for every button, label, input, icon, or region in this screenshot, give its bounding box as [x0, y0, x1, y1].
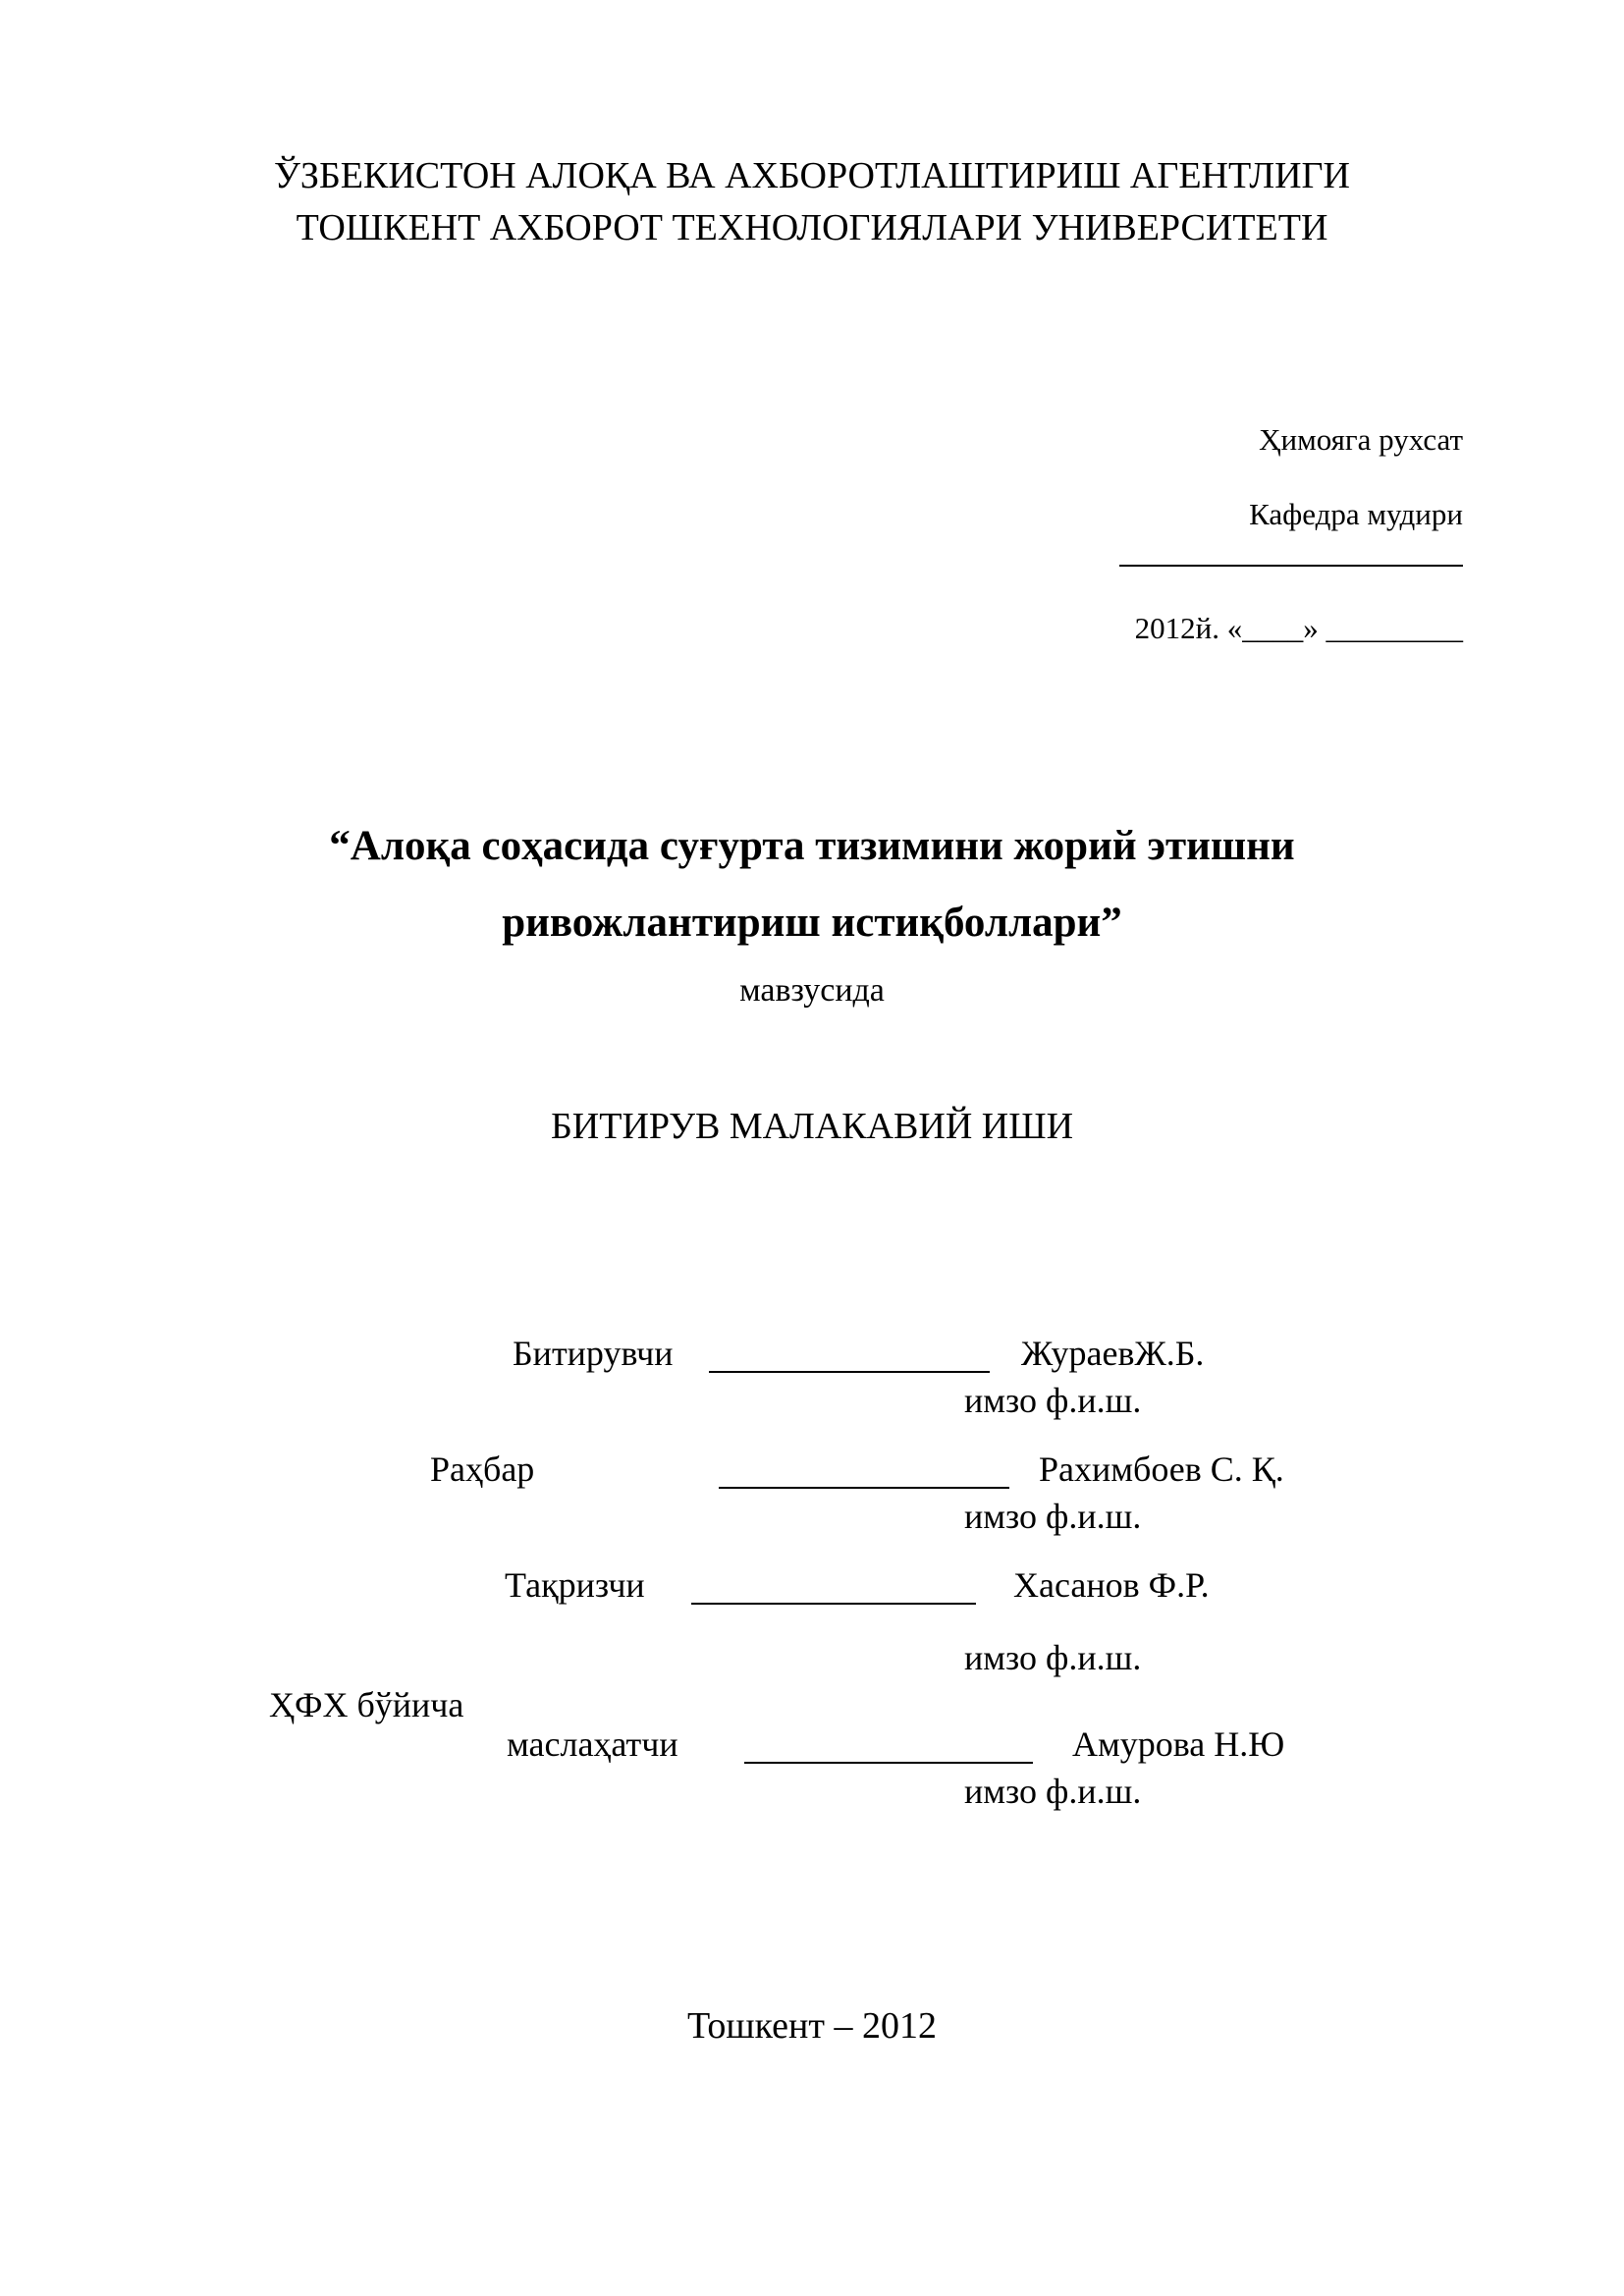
university-name: ТОШКЕНТ АХБОРОТ ТЕХНОЛОГИЯЛАРИ УНИВЕРСИТЕТИ [296, 207, 1328, 248]
graduate-name: ЖураевЖ.Б. [1021, 1334, 1205, 1373]
supervisor-role: Раҳбар [430, 1449, 535, 1489]
consultant-role-line1: ҲФХ бўйича [269, 1685, 464, 1724]
defense-permission: Ҳимояга рухсат [1259, 422, 1463, 457]
work-type: БИТИРУВ МАЛАКАВИЙ ИШИ [550, 1106, 1074, 1147]
graduate-role: Битирувчи [513, 1334, 674, 1373]
reviewer-signature-line [691, 1603, 976, 1605]
thesis-title-line1: “Алоқа соҳасида суғурта тизимини жорий этишни [329, 823, 1295, 869]
graduate-signature-line [709, 1371, 990, 1373]
consultant-name: Амурова Н.Ю [1072, 1724, 1285, 1764]
reviewer-caption: имзо ф.и.ш. [964, 1638, 1142, 1677]
head-signature-line [1119, 565, 1463, 567]
approval-date: 2012й. «____» _________ [1134, 611, 1463, 645]
consultant-caption: имзо ф.и.ш. [964, 1772, 1142, 1811]
supervisor-caption: имзо ф.и.ш. [964, 1497, 1142, 1536]
reviewer-role: Тақризчи [505, 1565, 645, 1605]
head-of-department-label: Кафедра мудири [1249, 497, 1463, 531]
supervisor-name: Рахимбоев С. Қ. [1039, 1449, 1284, 1489]
supervisor-signature-line [719, 1487, 1009, 1489]
consultant-signature-line [744, 1762, 1033, 1764]
graduate-caption: имзо ф.и.ш. [964, 1381, 1142, 1420]
thesis-title-line2: ривожлантириш истиқболлари” [502, 900, 1122, 946]
thesis-subtitle: мавзусида [739, 972, 885, 1009]
agency-name: ЎЗБЕКИСТОН АЛОҚА ВА АХБОРОТЛАШТИРИШ АГЕНТЛИГИ [274, 155, 1350, 196]
city-year: Тошкент – 2012 [687, 2005, 937, 2047]
reviewer-name: Хасанов Ф.Р. [1013, 1565, 1210, 1605]
consultant-role-line2: маслаҳатчи [507, 1724, 678, 1764]
